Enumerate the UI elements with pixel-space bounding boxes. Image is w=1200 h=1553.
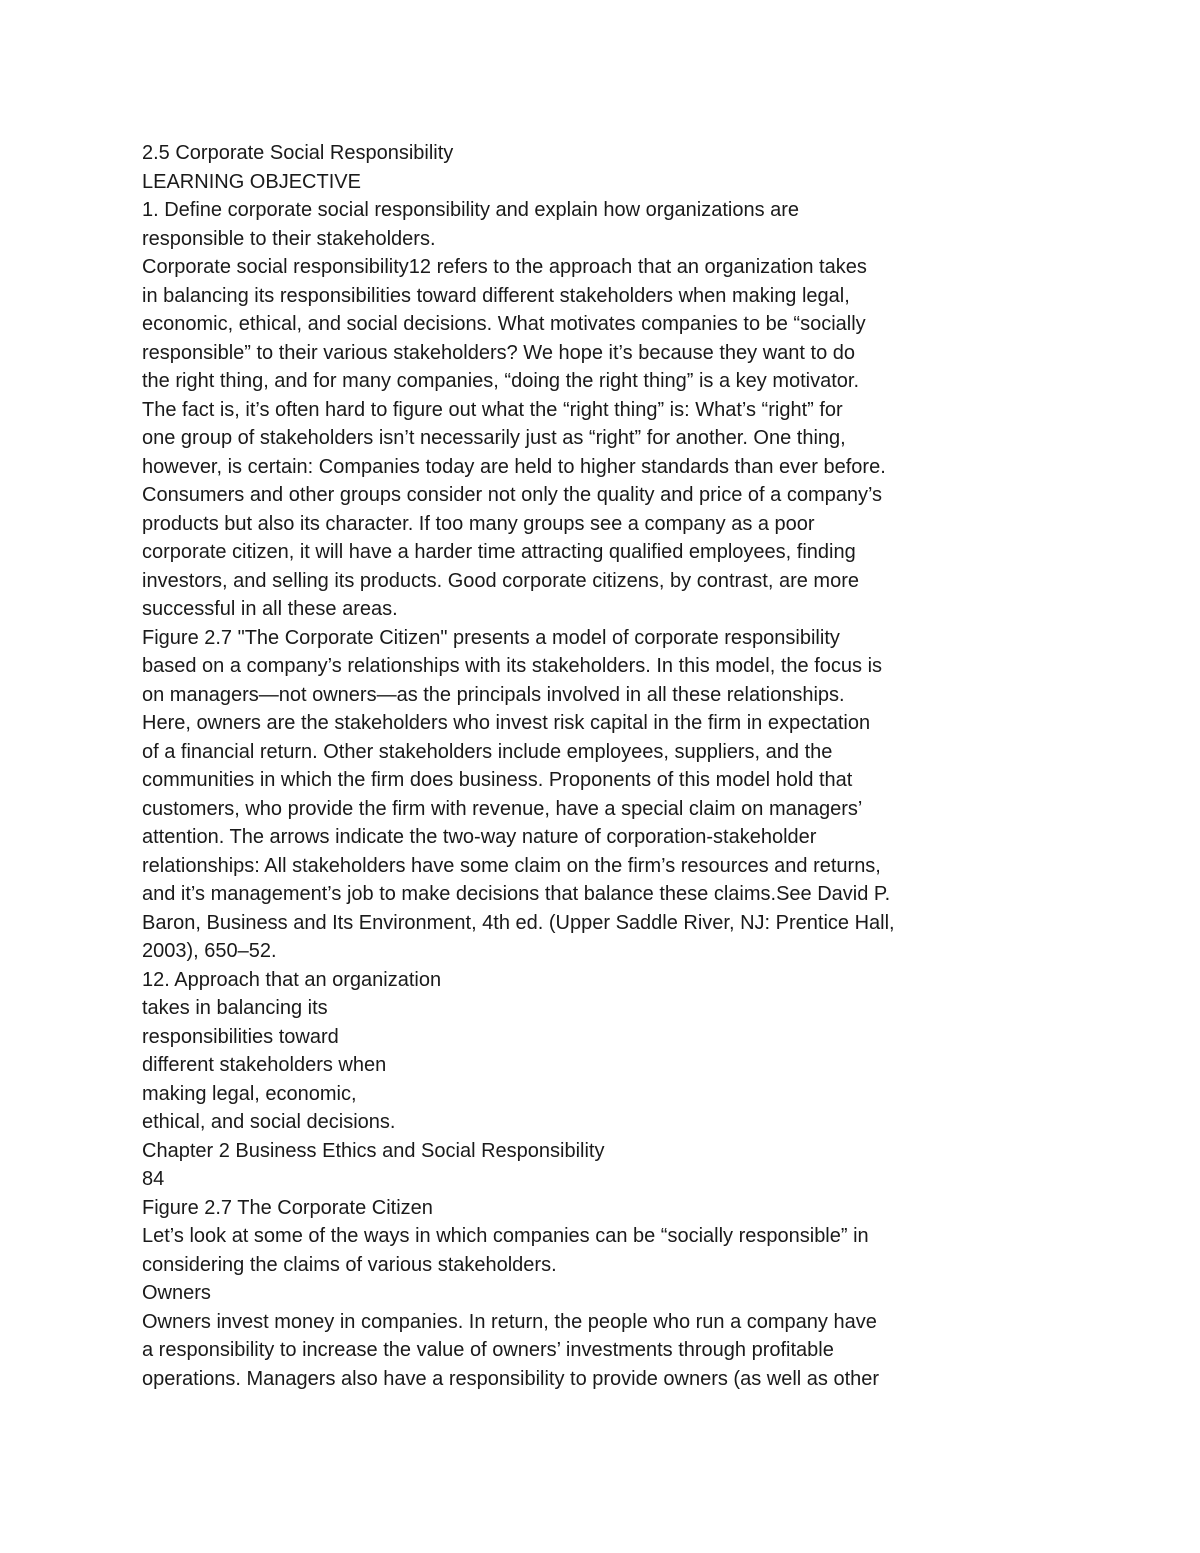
- paragraph-line: Owners invest money in companies. In return, the people who run a company have: [142, 1310, 877, 1333]
- paragraph-line: products but also its character. If too many groups see a company as a poor: [142, 512, 815, 535]
- subsection-heading: Owners: [142, 1282, 211, 1304]
- paragraph-line: on managers—not owners—as the principals involved in all these relationships.: [142, 683, 845, 706]
- glossary-line: making legal, economic,: [142, 1082, 357, 1105]
- paragraph-line: investors, and selling its products. Good corporate citizens, by contrast, are more: [142, 569, 860, 592]
- paragraph-line: Consumers and other groups consider not only the quality and price of a company’s: [142, 484, 883, 506]
- paragraph-line: customers, who provide the firm with revenue, have a special claim on managers’: [142, 797, 863, 820]
- glossary-line: ethical, and social decisions.: [142, 1111, 396, 1133]
- figure-caption: Figure 2.7 The Corporate Citizen: [142, 1196, 433, 1219]
- paragraph-line: communities in which the firm does business. Proponents of this model hold that: [142, 769, 853, 791]
- glossary-line: different stakeholders when: [142, 1054, 387, 1076]
- objective-line: responsible to their stakeholders.: [142, 227, 436, 250]
- paragraph-line: responsible” to their various stakeholders? We hope it’s because they want to do: [142, 341, 856, 364]
- paragraph-line: successful in all these areas.: [142, 598, 398, 620]
- paragraph-line: The fact is, it’s often hard to figure out what the “right thing” is: What’s “right” for: [142, 398, 843, 421]
- paragraph-line: Let’s look at some of the ways in which companies can be “socially responsible” in: [142, 1225, 869, 1247]
- page-number: 84: [142, 1168, 165, 1190]
- paragraph-line: operations. Managers also have a responsibility to provide owners (as well as other: [142, 1367, 880, 1390]
- objective-line: 1. Define corporate social responsibility and explain how organizations are: [142, 199, 800, 221]
- paragraph-line: however, is certain: Companies today are held to higher standards than ever before.: [142, 455, 886, 478]
- paragraph-line: a responsibility to increase the value of owners’ investments through profitable: [142, 1339, 834, 1361]
- glossary-line: 12. Approach that an organization: [142, 968, 442, 991]
- paragraph-line: Here, owners are the stakeholders who invest risk capital in the firm in expectation: [142, 712, 871, 734]
- section-heading: 2.5 Corporate Social Responsibility: [142, 142, 454, 164]
- glossary-line: takes in balancing its: [142, 997, 328, 1019]
- paragraph-line: relationships: All stakeholders have some claim on the firm’s resources and returns,: [142, 854, 881, 877]
- chapter-footer: Chapter 2 Business Ethics and Social Responsibility: [142, 1139, 605, 1162]
- paragraph-line: and it’s management’s job to make decisions that balance these claims.See David P.: [142, 883, 891, 905]
- paragraph-line: of a financial return. Other stakeholders include employees, suppliers, and the: [142, 740, 833, 763]
- paragraph-line: Figure 2.7 "The Corporate Citizen" presents a model of corporate responsibility: [142, 626, 840, 649]
- paragraph-line: in balancing its responsibilities toward different stakeholders when making legal,: [142, 284, 850, 307]
- paragraph-line: corporate citizen, it will have a harder time attracting qualified employees, finding: [142, 541, 856, 563]
- paragraph-line: attention. The arrows indicate the two-way nature of corporation-stakeholder: [142, 826, 817, 848]
- paragraph-line: Baron, Business and Its Environment, 4th ed. (Upper Saddle River, NJ: Prentice Hall,: [142, 911, 895, 934]
- paragraph-line: the right thing, and for many companies, “doing the right thing” is a key motivator.: [142, 370, 860, 392]
- paragraph-line: economic, ethical, and social decisions. What motivates companies to be “socially: [142, 313, 866, 335]
- document-body: [142, 139, 1142, 1393]
- paragraph-line: one group of stakeholders isn’t necessarily just as “right” for another. One thing,: [142, 427, 846, 449]
- paragraph-line: based on a company’s relationships with its stakeholders. In this model, the focus is: [142, 655, 883, 677]
- paragraph-line: Corporate social responsibility12 refers to the approach that an organization takes: [142, 256, 867, 278]
- paragraph-line: 2003), 650–52.: [142, 940, 277, 962]
- glossary-line: responsibilities toward: [142, 1025, 339, 1048]
- learning-objective-label: LEARNING OBJECTIVE: [142, 170, 361, 193]
- paragraph-line: considering the claims of various stakeholders.: [142, 1253, 557, 1276]
